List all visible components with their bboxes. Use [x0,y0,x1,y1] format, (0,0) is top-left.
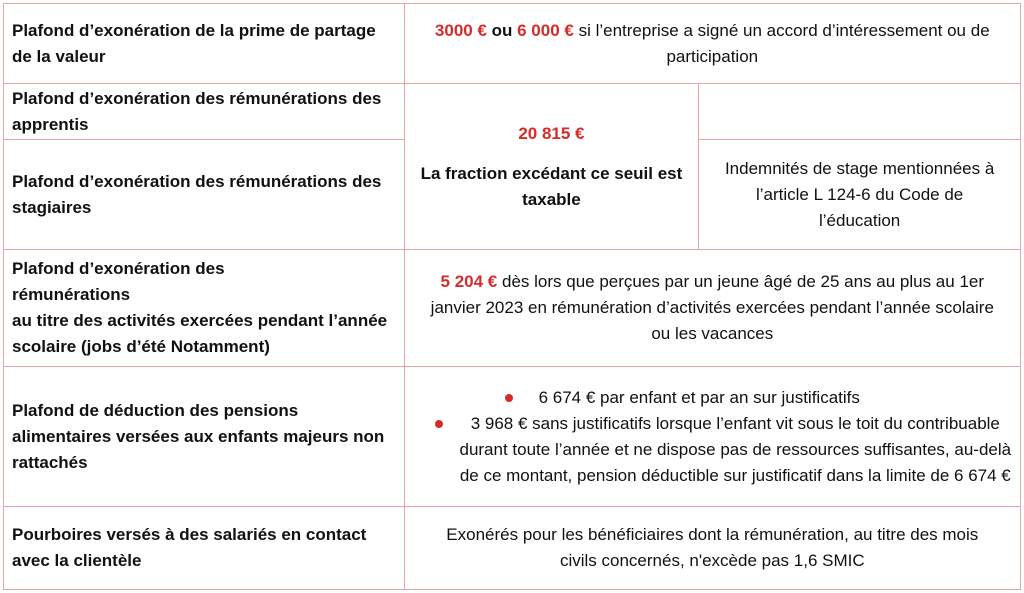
shared-ceiling-cell [404,84,699,250]
row-label-pourboires: Pourboires versés à des salariés en contact avec la clientèle [4,507,405,590]
exemption-table [3,3,1021,590]
amount-20815: 20 815 € [518,123,585,143]
list-item [413,385,1012,411]
ceiling-note: La fraction excédant ce seuil est taxable [420,163,683,209]
row-value-pourboires [404,507,1020,590]
pourboires-text: Exonérés pour les bénéficiaires dont la rémunération, au titre des mois civils concernés, n'excède pas 1,6 SMIC [446,525,979,570]
table-row [4,367,1021,507]
condition-text: dès lors que perçues par un jeune âgé de 25 ans au plus au 1er janvier 2023 en rémunération d’activités exercées pendant l’année scolaire ou les vacances [430,272,994,343]
row-value-pensions [404,367,1020,507]
amount-5204: 5 204 € [440,272,498,291]
amount-6000: 6 000 € [517,20,574,40]
list-item [413,411,1012,489]
row-label-apprentis: Plafond d’exonération des rémunérations des apprentis [4,84,405,140]
pension-bullets [413,385,1012,489]
connector-ou: ou [486,20,518,40]
table-row [4,507,1021,590]
bullet-dot-icon [505,394,513,402]
stage-indemnity-text: Indemnités de stage mentionnées à l’article L 124-6 du Code de l’éducation [724,158,995,230]
label-line: rémunérations [12,285,131,304]
amount-3000: 3000 € [434,20,487,40]
table-row [4,4,1021,84]
row-label-prime-partage: Plafond d’exonération de la prime de partage de la valeur [4,4,405,84]
apprentis-extra-cell [699,84,1021,140]
bullet-text: 3 968 € sans justificatifs lorsque l’enfant vit sous le toit du contribuable durant toute l’année et ne dispose pas de ressources suffisantes, au-delà de ce montant, pension déductible sur justificatif dans la limite de 6 674 € [459,413,1012,485]
table-row [4,84,1021,140]
stagiaires-extra-cell [699,140,1021,250]
row-value-jobs-ete [404,250,1020,367]
condition-text: si l’entreprise a signé un accord d’intéressement ou de participation [573,20,990,66]
bullet-dot-icon [435,420,443,428]
label-line: Plafond d’exonération des [12,259,225,278]
label-line: au titre des activités exercées pendant l’année scolaire (jobs d’été Notamment) [12,311,388,356]
row-value-prime-partage [404,4,1020,84]
row-label-stagiaires: Plafond d’exonération des rémunérations des stagiaires [4,140,405,250]
row-label-jobs-ete [4,250,405,367]
bullet-text: 6 674 € par enfant et par an sur justificatifs [538,387,860,407]
table-row [4,250,1021,367]
row-label-pensions: Plafond de déduction des pensions alimentaires versées aux enfants majeurs non rattachés [4,367,405,507]
